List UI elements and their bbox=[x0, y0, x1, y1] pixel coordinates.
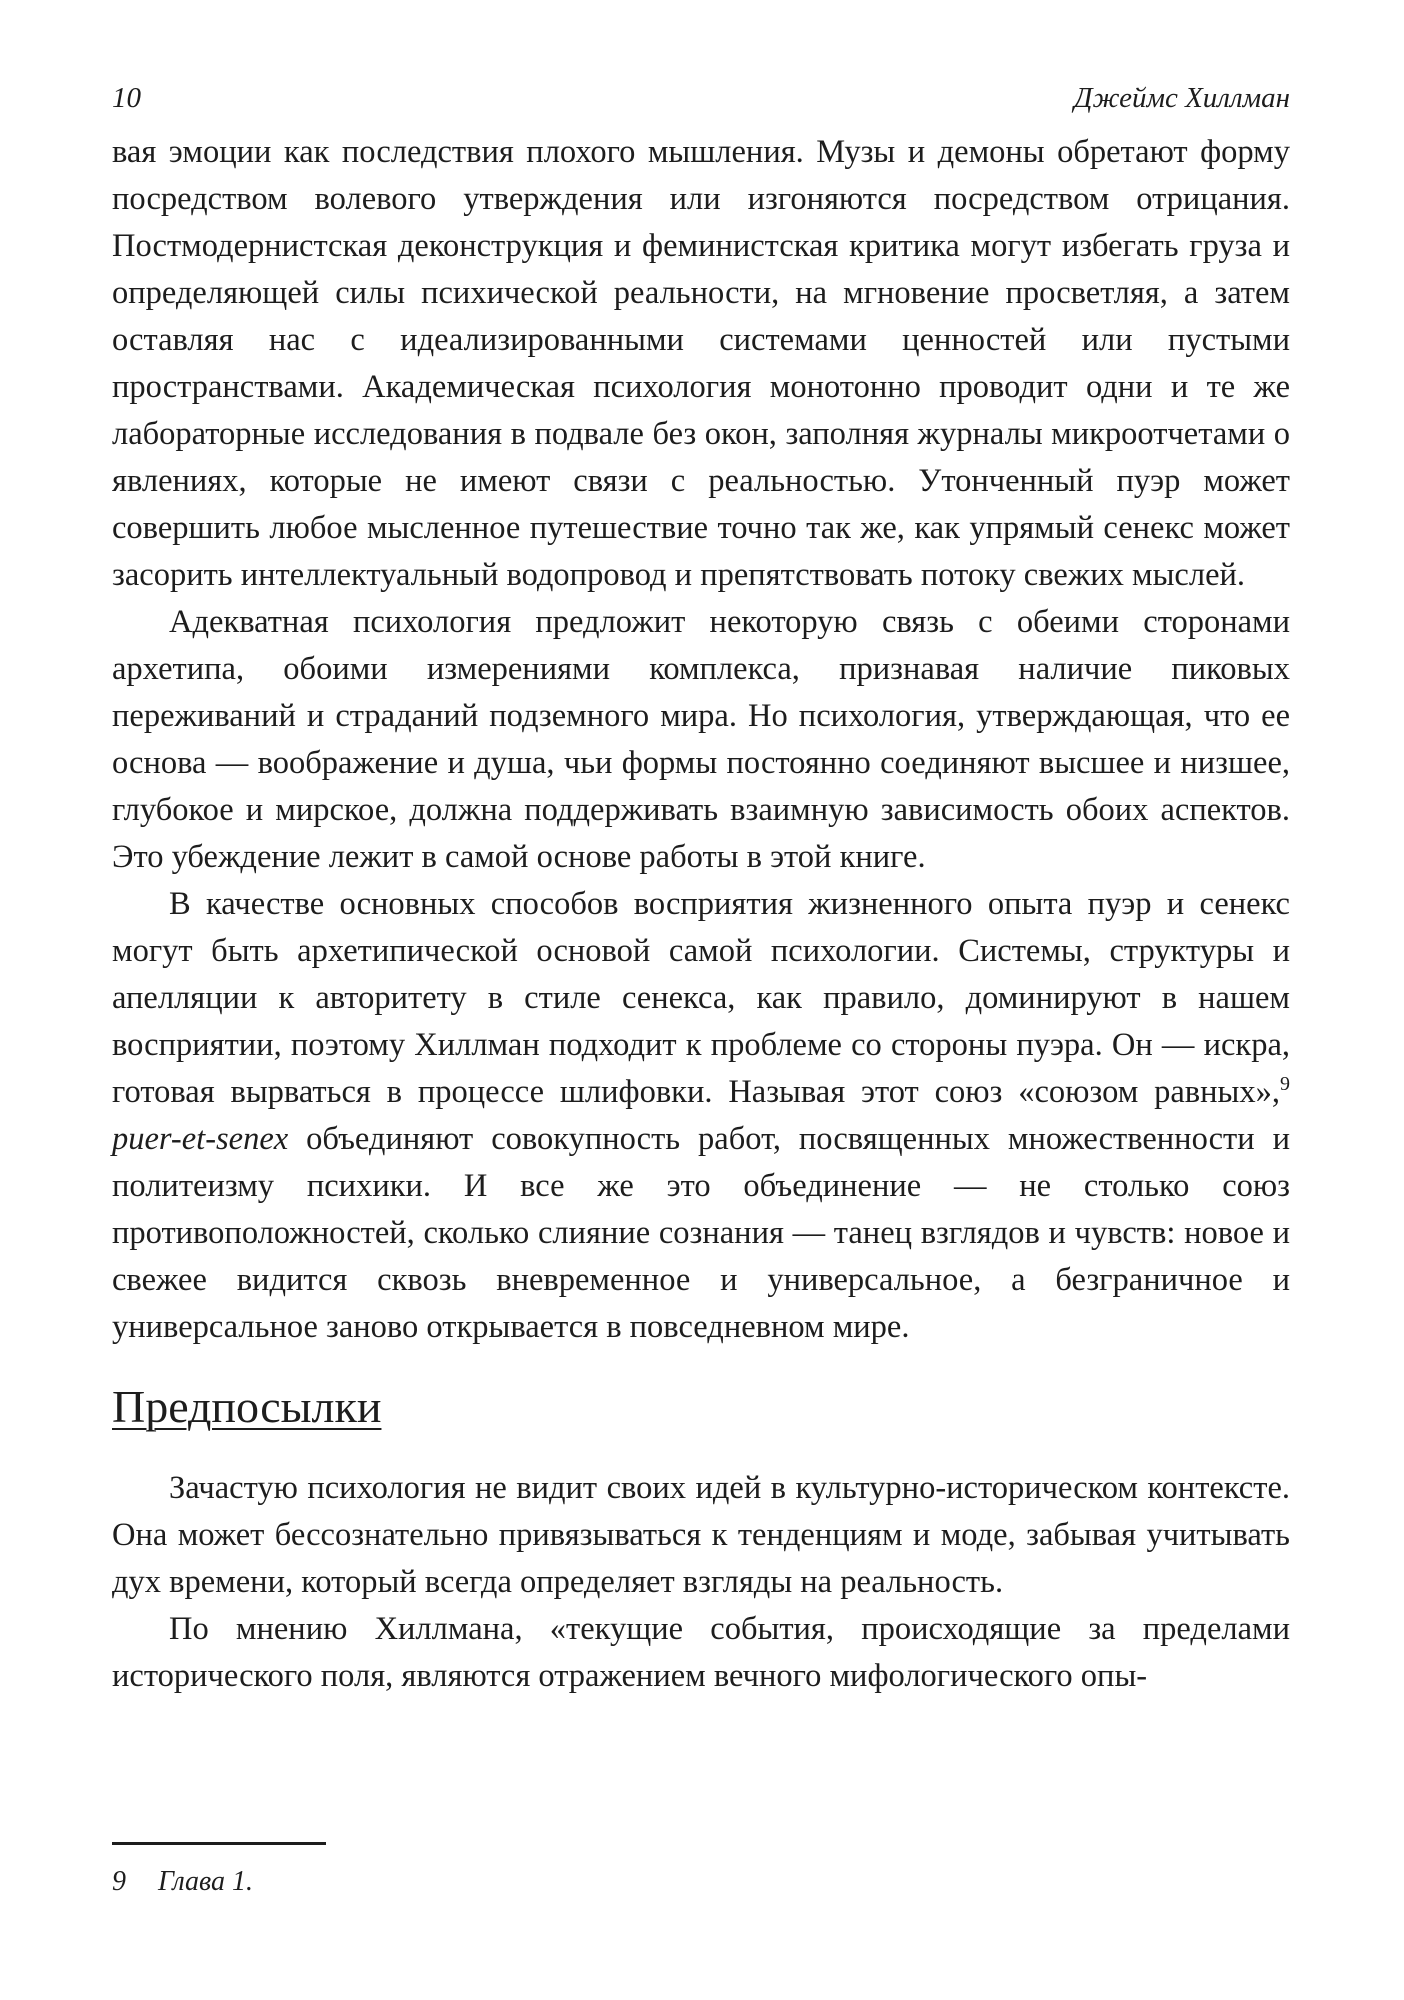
paragraph-2: Адекватная психология предложит некоторую связь с обеими сторонами архетипа, обоими измерениями комплекса, признавая наличие пиковых переживаний и страданий подземного мира. Но психология, утверждающая, что ее основа — воображение и душа, чьи формы постоянно соединяют высшее и низшее, глубокое и мирское, должна поддерживать взаимную зависимость обоих аспектов. Это убеждение лежит в самой основе работы в этой книге. bbox=[112, 604, 1290, 875]
paragraph-5: По мнению Хиллмана, «текущие события, происходящие за пределами исторического поля, являются отражением вечного мифологического опы- bbox=[112, 1611, 1290, 1694]
paragraph-3-text-after: объединяют совокупность работ, посвященных множественности и политеизму психики. И все же это объединение — не столько союз противоположностей, сколько слияние сознания — танец взглядов и чувств: новое и свежее видится сквозь вневременное и универсальное, а безграничное и универсальное заново открывается в повседневном мире. bbox=[112, 1121, 1290, 1345]
footnote-number: 9 bbox=[112, 1866, 126, 1897]
latin-term: puer-et-senex bbox=[112, 1121, 289, 1157]
paragraph-1: вая эмоции как последствия плохого мышления. Музы и демоны обретают форму посредством волевого утверждения или изгоняются посредством отрицания. Постмодернистская деконструкция и феминистская критика могут избегать груза и определяющей силы психической реальности, на мгновение просветляя, а затем оставляя нас с идеализированными системами ценностей или пустыми пространствами. Академическая психология монотонно проводит одни и те же лабораторные исследования в подвале без окон, заполняя журналы микроотчетами о явлениях, которые не имеют связи с реальностью. Утонченный пуэр может совершить любое мысленное путешествие точно так же, как упрямый сенекс может засорить интеллектуальный водопровод и препятствовать потоку свежих мыслей. bbox=[112, 134, 1290, 593]
running-title: Джеймс Хиллман bbox=[1074, 82, 1290, 114]
paragraph-4: Зачастую психология не видит своих идей в культурно-историческом контексте. Она может бессознательно привязываться к тенденциям и моде, забывая учитывать дух времени, который всегда определяет взгляды на реальность. bbox=[112, 1470, 1290, 1600]
paragraph-3 bbox=[112, 881, 1290, 1351]
main-text bbox=[112, 129, 1290, 1700]
running-header bbox=[112, 78, 1290, 118]
footnote bbox=[112, 1862, 253, 1902]
section-heading: Предпосылки bbox=[112, 1381, 382, 1432]
footnote-divider bbox=[112, 1842, 326, 1845]
footnote-reference: 9 bbox=[1280, 1073, 1290, 1096]
paragraph-3-text-before: В качестве основных способов восприятия жизненного опыта пуэр и сенекс могут быть архетипической основой самой психологии. Системы, структуры и апелляции к авторитету в стиле сенекса, как правило, доминируют в нашем восприятии, поэтому Хиллман подходит к проблеме со стороны пуэра. Он — искра, готовая вырваться в процессе шлифовки. Называя этот союз «союзом равных», bbox=[112, 886, 1290, 1110]
page-number: 10 bbox=[112, 82, 141, 114]
footnote-text: Глава 1. bbox=[158, 1866, 253, 1897]
